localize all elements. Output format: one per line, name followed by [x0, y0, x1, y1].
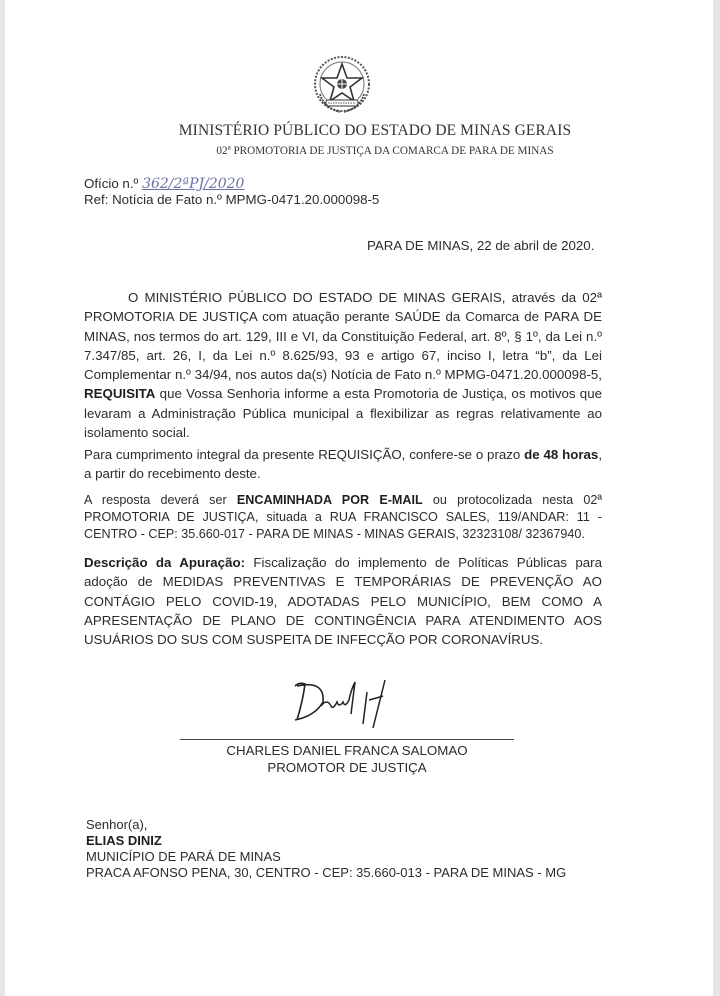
p2-text-a: Para cumprimento integral da presente REQUISIÇÃO, confere-se o prazo: [84, 447, 525, 462]
oficio-label: Ofício n.º: [84, 176, 139, 191]
p1-text-a: O MINISTÉRIO PÚBLICO DO ESTADO DE MINAS GERAIS, através da 02ª PROMOTORIA DE JUSTIÇA com atuação perante SAÚDE da Comarca de PARA DE MINAS, nos termos do art. 129, III e VI, da Constituição Federal, art. 8º, § 1º, da Lei n.º 7.347/85, art. 26, I, da Lei n.º 8.625/93, 93 e artigo 67, inciso I, letra “b”, da Lei Complementar n.º 34/94, nos autos da(s) Notícia de Fato n.º MPMG-0471.20.000098-5,: [84, 290, 602, 383]
p4-bold: Descrição da Apuração:: [84, 555, 246, 570]
p3-bold: ENCAMINHADA POR E-MAIL: [236, 493, 423, 507]
p2-text-b: , a partir do recebimento deste.: [84, 447, 603, 482]
recipient-organization: MUNICÍPIO DE PARÁ DE MINAS: [86, 849, 281, 864]
p3-text-b: ou protocolizada nesta 02ª PROMOTORIA DE JUSTIÇA, situada a RUA FRANCISCO SALES, 119/ANDAR: 11 - CENTRO - CEP: 35.660-017 - PARA DE MINAS - MINAS GERAIS, 32323108/ 32367940.: [84, 493, 602, 542]
signature-line: [180, 739, 514, 740]
paragraph-description: [84, 553, 602, 649]
paragraph-requisition: [84, 288, 602, 442]
recipient-name-text: ELIAS DINIZ: [86, 833, 162, 848]
institution-title: MINISTÉRIO PÚBLICO DO ESTADO DE MINAS GERAIS: [178, 122, 572, 139]
p1-text-b: que Vossa Senhoria informe a esta Promotoria de Justiça, os motivos que levaram a Administração Pública municipal a flexibilizar as regras relativamente ao isolamento social.: [84, 386, 602, 441]
p1-bold: REQUISITA: [84, 386, 156, 402]
p4-text-b: Fiscalização do implemento de Políticas Públicas para adoção de MEDIDAS PREVENTIVAS E TEMPORÁRIAS DE PREVENÇÃO AO CONTÁGIO PELO COVID-19, ADOTADAS PELO MUNICÍPIO, BEM COMO A APRESENTAÇÃO DE PLANO DE CONTINGÊNCIA PARA ATENDIMENTO AOS USUÁRIOS DO SUS COM SUSPEITA DE INFECÇÃO POR CORONAVÍRUS.: [84, 555, 602, 648]
paragraph-response: [84, 492, 602, 544]
signer-name: CHARLES DANIEL FRANCA SALOMAO: [226, 743, 468, 758]
paragraph-deadline: [84, 445, 602, 484]
oficio-handwritten-number: 362/2ªPJ/2020: [142, 176, 245, 192]
recipient-block: [86, 817, 566, 881]
coat-of-arms-icon: [310, 54, 374, 118]
recipient-salutation: Senhor(a),: [86, 817, 148, 832]
date-line: PARA DE MINAS, 22 de abril de 2020.: [367, 238, 595, 253]
promotoria-subtitle: 02ª PROMOTORIA DE JUSTIÇA DA COMARCA DE PARA DE MINAS: [216, 145, 554, 157]
signer-title: PROMOTOR DE JUSTIÇA: [267, 760, 427, 775]
p3-text-a: A resposta deverá ser: [84, 493, 237, 507]
p2-bold: de 48 horas: [524, 447, 599, 462]
recipient-name: [86, 833, 566, 849]
recipient-address: PRACA AFONSO PENA, 30, CENTRO - CEP: 35.660-013 - PARA DE MINAS - MG: [86, 865, 567, 880]
reference-line: Ref: Notícia de Fato n.º MPMG-0471.20.000098-5: [84, 192, 380, 207]
handwritten-signature: [285, 672, 405, 730]
